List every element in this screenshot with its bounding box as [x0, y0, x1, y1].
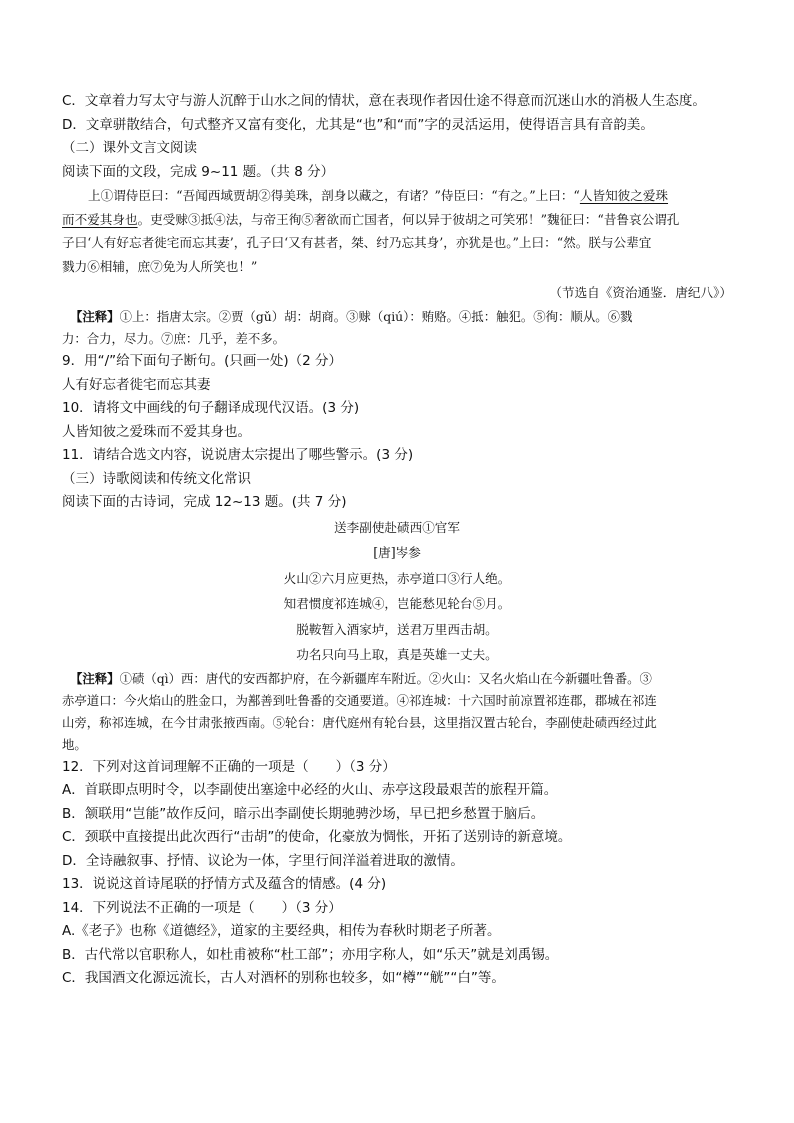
q14-option-b: B．古代常以官职称人，如杜甫被称“杜工部”；亦用字称人，如“乐天”就是刘禹锡。: [62, 946, 559, 963]
note-text: 山旁，称祁连城，在今甘肃张掖西南。⑤轮台：唐代庭州有轮台县，这里指汉置古轮台，李副使赴碛西经过此: [62, 714, 657, 730]
q12-option-d: D．全诗融叙事、抒情、议论为一体，字里行间洋溢着进取的激情。: [62, 852, 464, 869]
poem: [62, 515, 732, 668]
underlined-sentence: 人皆知彼之爱珠: [579, 188, 669, 203]
passage-text: 。吏受赇③抵④法，与帝王徇⑤奢欲而亡国者，何以异于彼胡之可笑邪！”魏征曰：“昔鲁哀公谓孔: [137, 211, 680, 227]
poetry-instruction: 阅读下面的古诗词，完成 12~13 题。(共 7 分): [62, 494, 347, 510]
option-c-line: C．文章着力写太守与游人沉醉于山水之间的情状，意在表现作者因仕途不得意而沉迷山水的消极人生态度。: [62, 93, 706, 109]
note-label: 【注释】: [70, 309, 120, 324]
q14-option-a: A.《老子》也称《道德经》，道家的主要经典，相传为春秋时期老子所著。: [62, 923, 501, 939]
option-d-line: D．文章骈散结合，句式整齐又富有变化，尤其是“也”和“而”字的灵活运用，使得语言具有音韵美。: [62, 116, 654, 133]
question-14: 14．下列说法不正确的一项是（ ）（3 分）: [62, 899, 342, 916]
passage-source: （节选自《资治通鉴．唐纪八》）: [549, 285, 732, 300]
note-text: 地。: [62, 736, 87, 752]
poem-line: 火山②六月应更热，赤亭道口③行人绝。: [283, 570, 511, 586]
poem-line: 功名只向马上取，真是英雄一丈夫。: [296, 647, 498, 662]
passage-text: 子曰‘人有好忘者徙宅而忘其妻’，孔子曰‘又有甚者，桀、纣乃忘其身’，亦犹是也。”上曰：“然。朕与公辈宜: [62, 235, 652, 250]
q12-option-c: C．颈联中直接提出此次西行“击胡”的使命，化豪放为惆怅，开拓了送别诗的新意境。: [62, 829, 572, 845]
note-text: 力：合力，尽力。⑦庶：几乎，差不多。: [62, 331, 286, 346]
poem-title: 送李副使赴碛西①官军: [334, 519, 460, 535]
q12-option-a: A．首联即点明时令，以李副使出塞途中必经的火山、赤亭这段最艰苦的旅程开篇。: [62, 782, 558, 798]
section-heading-poetry: （三）诗歌阅读和传统文化常识: [62, 470, 251, 487]
question-13: 13．说说这首诗尾联的抒情方式及蕴含的情感。(4 分): [62, 876, 387, 892]
poem-author: [唐]岑参: [373, 545, 421, 560]
note-text: ①上：指唐太宗。②贾（gǔ）胡：胡商。③赇（qiú）：贿赂。④抵：触犯。⑤徇：顺从。⑥戮: [119, 309, 633, 324]
note-text: 赤亭道口：今火焰山的胜金口，为鄯善到吐鲁番的交通要道。④祁连城：十六国时前凉置祁连郡，郡城在祁连: [62, 692, 657, 708]
passage-text: 戮力⑥相辅，庶⑦免为人所笑也！”: [62, 258, 258, 274]
question-10-sentence: 人皆知彼之爱珠而不爱其身也。: [62, 423, 251, 440]
reading-instruction: 阅读下面的文段，完成 9~11 题。（共 8 分）: [62, 163, 335, 180]
question-11: 11．请结合选文内容，说说唐太宗提出了哪些警示。(3 分): [62, 447, 414, 463]
exam-page: [62, 90, 732, 991]
classical-passage: [62, 184, 732, 350]
underlined-sentence-cont: 而不爱其身也: [62, 211, 138, 227]
note-text: ①碛（qì）西：唐代的安西都护府，在今新疆库车附近。②火山：又名火焰山在今新疆吐鲁番。③: [119, 670, 652, 686]
poem-line: 脱鞍暂入酒家垆，送君万里西击胡。: [296, 621, 498, 637]
q14-option-c: C．我国酒文化源远流长，古人对酒杯的别称也较多，如“樽”“觥”“白”等。: [62, 970, 505, 986]
section-heading-classical: （二）课外文言文阅读: [62, 140, 197, 156]
question-10: 10．请将文中画线的句子翻译成现代汉语。(3 分): [62, 400, 360, 416]
question-12: 12．下列对这首词理解不正确的一项是（ ）（3 分）: [62, 758, 396, 775]
question-9-sentence: 人有好忘者徙宅而忘其妻: [62, 376, 211, 393]
poem-line: 知君惯度祁连城④，岂能愁见轮台⑤月。: [283, 596, 511, 611]
question-9: 9．用“/”给下面句子断句。(只画一处)（2 分）: [62, 353, 343, 369]
poem-notes: [62, 668, 732, 756]
note-label: 【注释】: [70, 670, 120, 686]
q12-option-b: B．颔联用“岂能”故作反问，暗示出李副使长期驰骋沙场，早已把乡愁置于脑后。: [62, 805, 545, 822]
passage-text: 上①谓侍臣曰：“吾闻西域贾胡②得美珠，剖身以藏之，有诸？”侍臣曰：“有之。”上曰：“: [88, 188, 580, 203]
classical-notes: [62, 306, 732, 328]
